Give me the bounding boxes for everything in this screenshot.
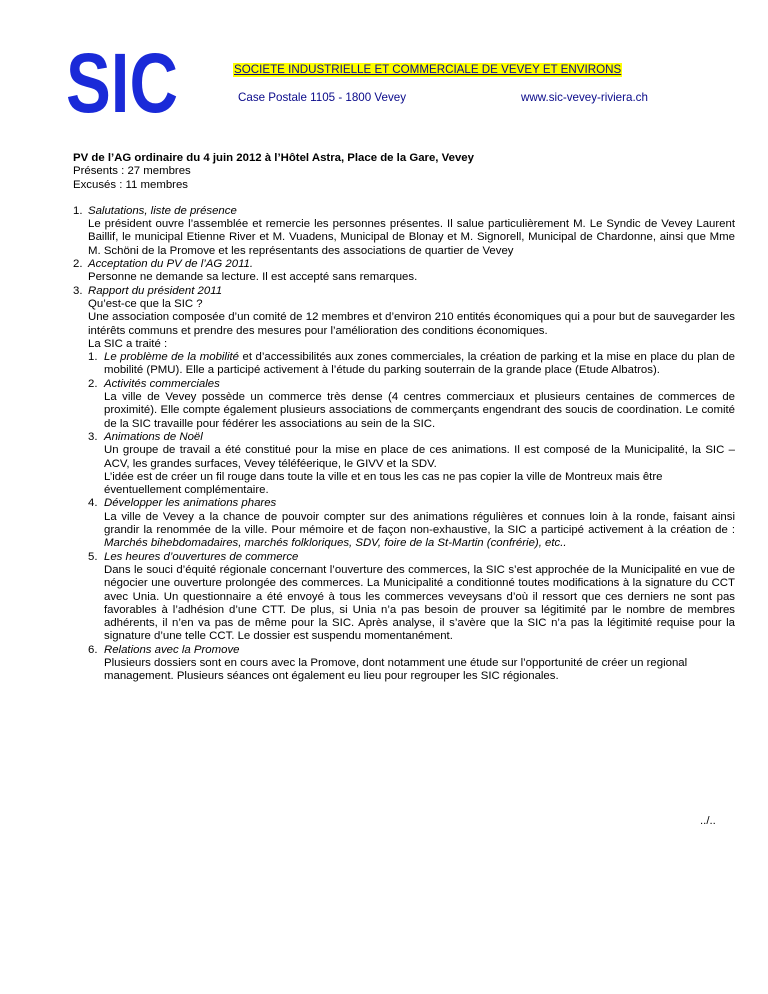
item-heading: Salutations, liste de présence bbox=[88, 204, 237, 217]
subitem-heading: Les heures d’ouvertures de commerce bbox=[104, 550, 299, 563]
subitem-body: et d’accessibilités aux zones commerciales, la création de parking et la mise en place du plan de mobilité (PMU). Elle a participé activement à l’étude du parking souterrain de la grande place (Etude Albatros). bbox=[104, 351, 735, 377]
item-heading: Acceptation du PV de l’AG 2011. bbox=[88, 258, 254, 271]
subitem-text-2: L’idée est de créer un fil rouge dans toute la ville et en tous les cas ne pas copier la ville de Montreux mais être éventuellement complémentaire. bbox=[104, 470, 663, 497]
subitem-heading: Relations avec la Promove bbox=[104, 643, 240, 656]
subitem-heading: Animations de Noël bbox=[104, 430, 203, 443]
item-number: 2. bbox=[73, 258, 83, 271]
subitem-2 bbox=[88, 378, 735, 431]
agenda-item-3 bbox=[73, 285, 735, 684]
subitem-text: Plusieurs dossiers sont en cours avec la Promove, dont notamment une étude sur l’opportunité de créer un regional management. Plusieurs séances ont également eu lieu pour regrouper les SIC régionales. bbox=[104, 656, 688, 683]
subitem-number: 2. bbox=[88, 377, 98, 390]
presents-line: Présents : 27 membres bbox=[73, 165, 191, 178]
item-text: Une association composée d’un comité de 12 membres et d’environ 210 entités économiques qui a pour but de sauvegarder les intérêts communs et prendre des mesures pour l’amélioration des conditions économiques. bbox=[88, 311, 735, 337]
item-number: 3. bbox=[73, 284, 83, 297]
website-link[interactable]: www.sic-vevey-riviera.ch bbox=[521, 91, 648, 104]
subitem-heading: Développer les animations phares bbox=[104, 497, 277, 510]
subitem-text: Un groupe de travail a été constitué pour la mise en place de ces animations. Il est composé de la Municipalité, la SIC – ACV, les grandes surfaces, Vevey téléféerique, le GIVV et la SDV. bbox=[104, 444, 735, 470]
postal-address: Case Postale 1105 - 1800 Vevey bbox=[238, 91, 407, 104]
subitem-text bbox=[104, 511, 735, 551]
subitem-text: Dans le souci d’équité régionale concernant l’ouverture des commerces, la SIC s’est approchée de la Municipalité en vue de négocier une ouverture prolongée des commerces. La Municipalité a conditionné toutes modifications à la signature du CCT avec Unia. Un questionnaire a été envoyé à tous les commerces veveysans d’où il ressort que ces derniers ne sont pas favorables à l’adhésion d’une CTT. De plus, si Unia n’a pas besoin de prouver sa légitimité par le nombre de membres adhérents, il n’en va pas de même pour la SIC. Après analyse, il s’avère que la SIC n’a pas la légitimité requise pour la signature d’une telle CCT. Le dossier est suspendu momentanément. bbox=[104, 563, 735, 643]
agenda-item-2 bbox=[73, 258, 735, 285]
subitem-heading: Le problème de la mobilité bbox=[104, 351, 239, 364]
subitem-5 bbox=[88, 551, 735, 644]
subitem-heading: Activités commerciales bbox=[104, 377, 220, 390]
item-intro: La SIC a traité : bbox=[88, 337, 168, 350]
subitem-number: 3. bbox=[88, 430, 98, 443]
continuation-mark: ../.. bbox=[700, 815, 716, 827]
subitem-4 bbox=[88, 497, 735, 550]
excuses-line: Excusés : 11 membres bbox=[73, 178, 189, 191]
subitem-body: La ville de Vevey a la chance de pouvoir compter sur des animations régulières et connues loin à la ronde, faisant ainsi grandir la renommée de la ville. Pour mémoire et de façon non-exhaustive, la SIC a participé activement à la création de : bbox=[104, 510, 735, 537]
item-question: Qu’est-ce que la SIC ? bbox=[88, 297, 203, 310]
logo-text: SIC bbox=[66, 36, 178, 130]
agenda-item-1 bbox=[73, 205, 735, 258]
subitem-number: 4. bbox=[88, 497, 98, 510]
item-number: 1. bbox=[73, 204, 83, 217]
subitem-3 bbox=[88, 431, 735, 497]
document-title: PV de l’AG ordinaire du 4 juin 2012 à l’Hôtel Astra, Place de la Gare, Vevey bbox=[73, 152, 474, 164]
document-body bbox=[73, 152, 735, 684]
item-text: Personne ne demande sa lecture. Il est accepté sans remarques. bbox=[88, 271, 418, 284]
item-text: Le président ouvre l’assemblée et remercie les personnes présentes. Il salue particulièrement M. Le Syndic de Vevey Laurent Baillif, le municipal Etienne River et M. Vuadens, Municipal de Blonay et M. Signorell, Municipal de Chardonne, ainsi que Mme M. Schöni de la Promove et les représentants des associations de quartier de Vevey bbox=[88, 218, 735, 257]
subitem-6 bbox=[88, 644, 735, 684]
subitem-number: 1. bbox=[88, 351, 98, 364]
sic-logo bbox=[66, 36, 182, 130]
item-heading: Rapport du président 2011 bbox=[88, 284, 223, 297]
subitem-number: 5. bbox=[88, 550, 98, 563]
subitem-number: 6. bbox=[88, 643, 98, 656]
subitem-examples: Marchés bihebdomadaires, marchés folkloriques, SDV, foire de la St-Martin (confrérie), etc.. bbox=[104, 537, 567, 550]
subitem-1 bbox=[88, 351, 735, 378]
subitem-text: La ville de Vevey possède un commerce très dense (4 centres commerciaux et plusieurs centaines de commerces de proximité). Elle compte également plusieurs associations de commerçants engendrant des soucis de coordination. Le comité de la SIC travaille pour fédérer les associations au sein de la SIC. bbox=[104, 391, 735, 430]
subitem-text bbox=[104, 351, 735, 378]
organization-name: SOCIETE INDUSTRIELLE ET COMMERCIALE DE VEVEY ET ENVIRONS bbox=[234, 63, 622, 76]
